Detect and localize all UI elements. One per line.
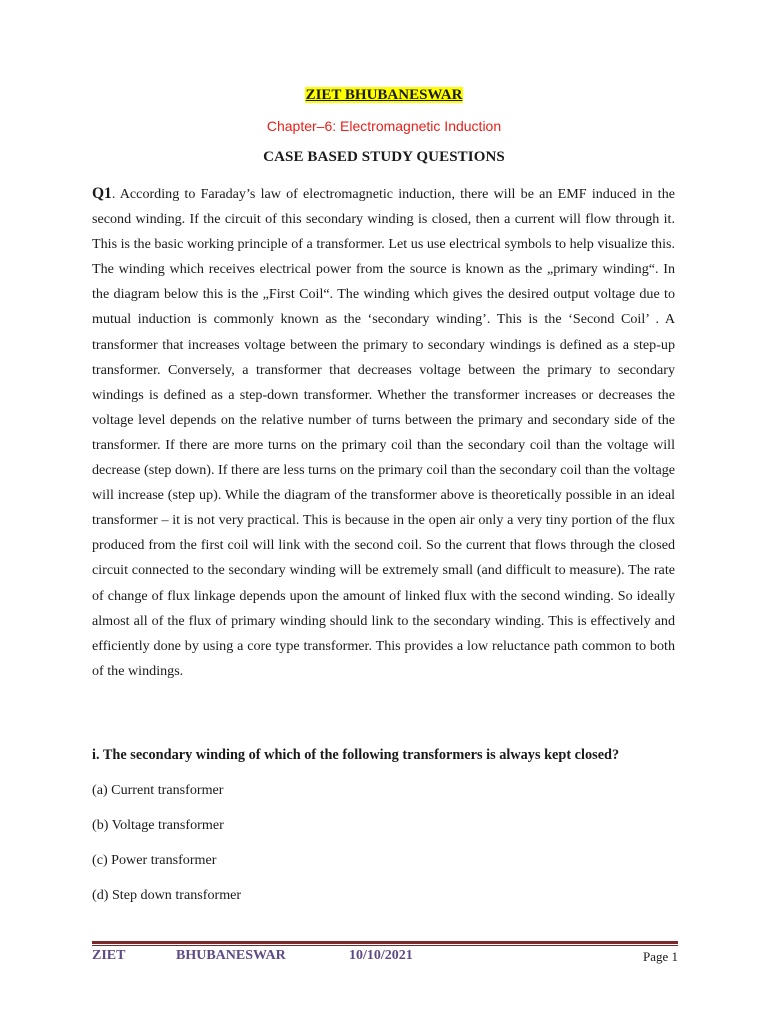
option-a: (a) Current transformer xyxy=(92,782,224,798)
option-b: (b) Voltage transformer xyxy=(92,817,224,833)
document-title-text: ZIET BHUBANESWAR xyxy=(305,87,463,103)
question-text: i. The secondary winding of which of the following transformers is always kept closed? xyxy=(92,747,620,763)
option-c: (c) Power transformer xyxy=(92,852,217,868)
section-heading: CASE BASED STUDY QUESTIONS xyxy=(263,149,505,165)
footer-date: 10/10/2021 xyxy=(349,948,413,963)
page-footer xyxy=(92,948,678,968)
footer-divider-thin xyxy=(92,945,678,946)
passage-text: . According to Faraday’s law of electromagnetic induction, there will be an EMF induced in the second winding. If the circuit of this secondary winding is closed, then a current will flow through it. This is the basic working principle of a transformer. Let us use electrical symbols to help visualize this. The winding which receives electrical power from the source is known as the „primary winding“. In the diagram below this is the „First Coil“. The winding which gives the desired output voltage due to mutual induction is commonly known as the ‘secondary winding’. This is the ‘Second Coil’ . A transformer that increases voltage between the primary to secondary windings is defined as a step-up transformer. Conversely, a transformer that decreases voltage between the primary to secondary windings is defined as a step-down transformer. Whether the transformer increases or decreases the voltage level depends on the relative number of turns between the primary and secondary side of the transformer. If there are more turns on the primary coil than the secondary coil than the voltage will decrease (step down). If there are less turns on the primary coil than the secondary coil than the voltage will increase (step up). While the diagram of the transformer above is theoretically possible in an ideal transformer – it is not very practical. This is because in the open air only a very tiny portion of the flux produced from the first coil will link with the second coil. So the current that flows through the closed circuit connected to the secondary winding will be extremely small (and difficult to measure). The rate of change of flux linkage depends upon the amount of linked flux with the second winding. So ideally almost all of the flux of primary winding should link to the secondary winding. This is effectively and efficiently done by using a core type transformer. This provides a low reluctance path common to both of the windings. xyxy=(92,186,675,679)
footer-org: ZIET xyxy=(92,948,126,963)
footer-divider xyxy=(92,941,678,944)
document-title xyxy=(0,87,768,104)
chapter-heading: Chapter–6: Electromagnetic Induction xyxy=(266,118,502,134)
page-number: Page 1 xyxy=(642,949,678,964)
option-d: (d) Step down transformer xyxy=(92,887,242,903)
footer-city: BHUBANESWAR xyxy=(176,948,286,963)
question-number: Q1 xyxy=(92,185,112,202)
case-passage xyxy=(92,181,675,684)
